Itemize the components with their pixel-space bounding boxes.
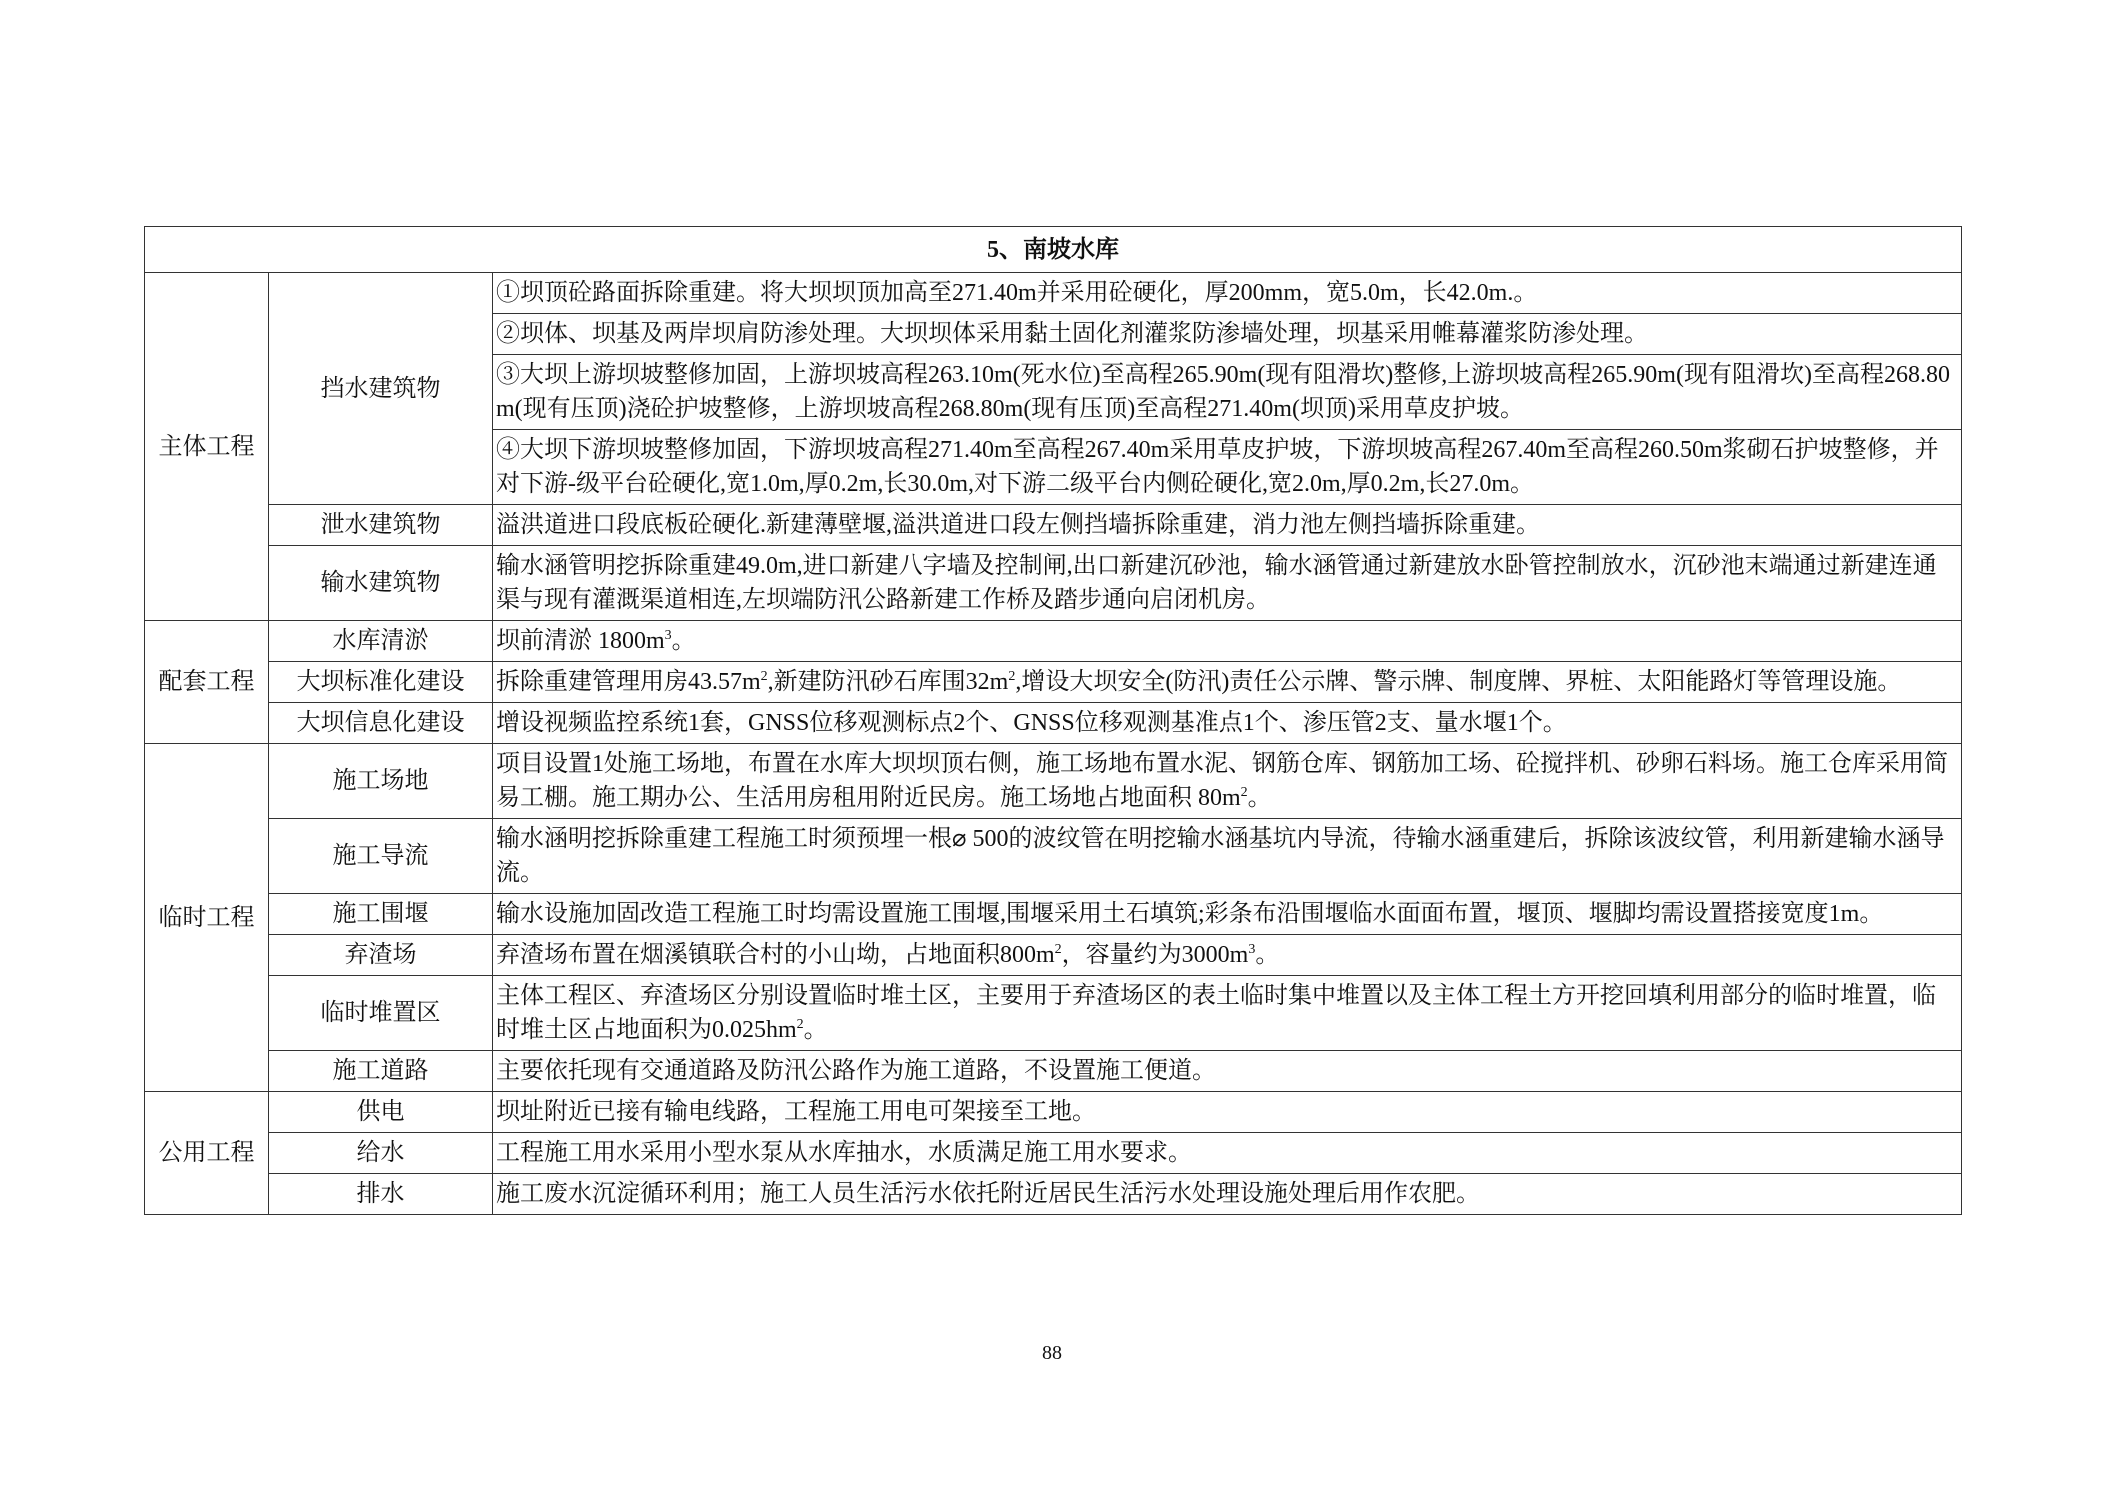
table-row bbox=[145, 621, 1962, 662]
retaining-item-4: ④大坝下游坝坡整修加固，下游坝坡高程271.40m至高程267.40m采用草皮护坡，下游坝坡高程267.40m至高程260.50m浆砌石护坡整修，并对下游-级平台砼硬化,宽1.0m,厚0.2m,长30.0m,对下游二级平台内侧砼硬化,宽2.0m,厚0.2m,长27.0m。 bbox=[493, 430, 1962, 505]
subcategory-stockpile: 临时堆置区 bbox=[269, 976, 493, 1051]
table-row bbox=[145, 703, 1962, 744]
subcategory-informatization: 大坝信息化建设 bbox=[269, 703, 493, 744]
subcategory-water-supply: 给水 bbox=[269, 1133, 493, 1174]
diversion-desc: 输水涵明挖拆除重建工程施工时须预埋一根⌀ 500的波纹管在明挖输水涵基坑内导流，待输水涵重建后，拆除该波纹管，利用新建输水涵导流。 bbox=[493, 819, 1962, 894]
dredging-desc: 坝前清淤 $1800m^3$。 bbox=[493, 621, 1962, 662]
subcategory-cofferdam: 施工围堰 bbox=[269, 894, 493, 935]
category-public: 公用工程 bbox=[145, 1092, 269, 1215]
category-supporting: 配套工程 bbox=[145, 621, 269, 744]
stockpile-desc: 主体工程区、弃渣场区分别设置临时堆土区，主要用于弃渣场区的表土临时集中堆置以及主体工程土方开挖回填利用部分的临时堆置，临时堆土区占地面积为$0.025hm^2$。 bbox=[493, 976, 1962, 1051]
table-row bbox=[145, 546, 1962, 621]
table-row bbox=[145, 819, 1962, 894]
subcategory-standardization: 大坝标准化建设 bbox=[269, 662, 493, 703]
category-temporary: 临时工程 bbox=[145, 744, 269, 1092]
category-main: 主体工程 bbox=[145, 273, 269, 621]
subcategory-site: 施工场地 bbox=[269, 744, 493, 819]
site-desc: 项目设置1处施工场地，布置在水库大坝坝顶右侧，施工场地布置水泥、钢筋仓库、钢筋加工场、砼搅拌机、砂卵石料场。施工仓库采用简易工棚。施工期办公、生活用房租用附近民房。施工场地占地面积 $80m^2$。 bbox=[493, 744, 1962, 819]
subcategory-retaining: 挡水建筑物 bbox=[269, 273, 493, 505]
table-row bbox=[145, 935, 1962, 976]
subcategory-drainage: 排水 bbox=[269, 1174, 493, 1215]
table-row bbox=[145, 894, 1962, 935]
table-title: 5、南坡水库 bbox=[145, 227, 1962, 273]
conveyance-desc: 输水涵管明挖拆除重建49.0m,进口新建八字墙及控制闸,出口新建沉砂池，输水涵管通过新建放水卧管控制放水，沉砂池末端通过新建连通渠与现有灌溉渠道相连,左坝端防汛公路新建工作桥及踏步通向启闭机房。 bbox=[493, 546, 1962, 621]
project-composition-table bbox=[144, 226, 1962, 1215]
retaining-item-3: ③大坝上游坝坡整修加固，上游坝坡高程263.10m(死水位)至高程265.90m(现有阻滑坎)整修,上游坝坡高程265.90m(现有阻滑坎)至高程268.80m(现有压顶)浇砼护坡整修，上游坝坡高程268.80m(现有压顶)至高程271.40m(坝顶)采用草皮护坡。 bbox=[493, 355, 1962, 430]
standardization-desc: 拆除重建管理用房$43.57m^2$,新建防汛砂石库围$32m^2$,增设大坝安全(防汛)责任公示牌、警示牌、制度牌、界桩、太阳能路灯等管理设施。 bbox=[493, 662, 1962, 703]
table-row bbox=[145, 662, 1962, 703]
cofferdam-desc: 输水设施加固改造工程施工时均需设置施工围堰,围堰采用土石填筑;彩条布沿围堰临水面面布置，堰顶、堰脚均需设置搭接宽度1m。 bbox=[493, 894, 1962, 935]
subcategory-conveyance: 输水建筑物 bbox=[269, 546, 493, 621]
table-row bbox=[145, 273, 1962, 314]
retaining-item-1: ①坝顶砼路面拆除重建。将大坝坝顶加高至271.40m并采用砼硬化，厚200mm，宽5.0m，长42.0m.。 bbox=[493, 273, 1962, 314]
page-number: 88 bbox=[1042, 1342, 1062, 1364]
table-row bbox=[145, 744, 1962, 819]
table-row bbox=[145, 1174, 1962, 1215]
road-desc: 主要依托现有交通道路及防汛公路作为施工道路，不设置施工便道。 bbox=[493, 1051, 1962, 1092]
table-row bbox=[145, 1092, 1962, 1133]
spoil-desc: 弃渣场布置在烟溪镇联合村的小山坳，占地面积$800m^2$，容量约为$3000m^3$。 bbox=[493, 935, 1962, 976]
table-row bbox=[145, 1133, 1962, 1174]
informatization-desc: 增设视频监控系统1套，GNSS位移观测标点2个、GNSS位移观测基准点1个、渗压管2支、量水堰1个。 bbox=[493, 703, 1962, 744]
subcategory-dredging: 水库清淤 bbox=[269, 621, 493, 662]
drainage-desc: 施工废水沉淀循环利用；施工人员生活污水依托附近居民生活污水处理设施处理后用作农肥。 bbox=[493, 1174, 1962, 1215]
spillway-desc: 溢洪道进口段底板砼硬化.新建薄壁堰,溢洪道进口段左侧挡墙拆除重建，消力池左侧挡墙拆除重建。 bbox=[493, 505, 1962, 546]
water-supply-desc: 工程施工用水采用小型水泵从水库抽水，水质满足施工用水要求。 bbox=[493, 1133, 1962, 1174]
table-row bbox=[145, 505, 1962, 546]
power-desc: 坝址附近已接有输电线路，工程施工用电可架接至工地。 bbox=[493, 1092, 1962, 1133]
subcategory-spillway: 泄水建筑物 bbox=[269, 505, 493, 546]
subcategory-spoil: 弃渣场 bbox=[269, 935, 493, 976]
table-row bbox=[145, 1051, 1962, 1092]
table-title-row bbox=[145, 227, 1962, 273]
table-row bbox=[145, 976, 1962, 1051]
subcategory-diversion: 施工导流 bbox=[269, 819, 493, 894]
retaining-item-2: ②坝体、坝基及两岸坝肩防渗处理。大坝坝体采用黏土固化剂灌浆防渗墙处理，坝基采用帷幕灌浆防渗处理。 bbox=[493, 314, 1962, 355]
subcategory-power: 供电 bbox=[269, 1092, 493, 1133]
subcategory-road: 施工道路 bbox=[269, 1051, 493, 1092]
